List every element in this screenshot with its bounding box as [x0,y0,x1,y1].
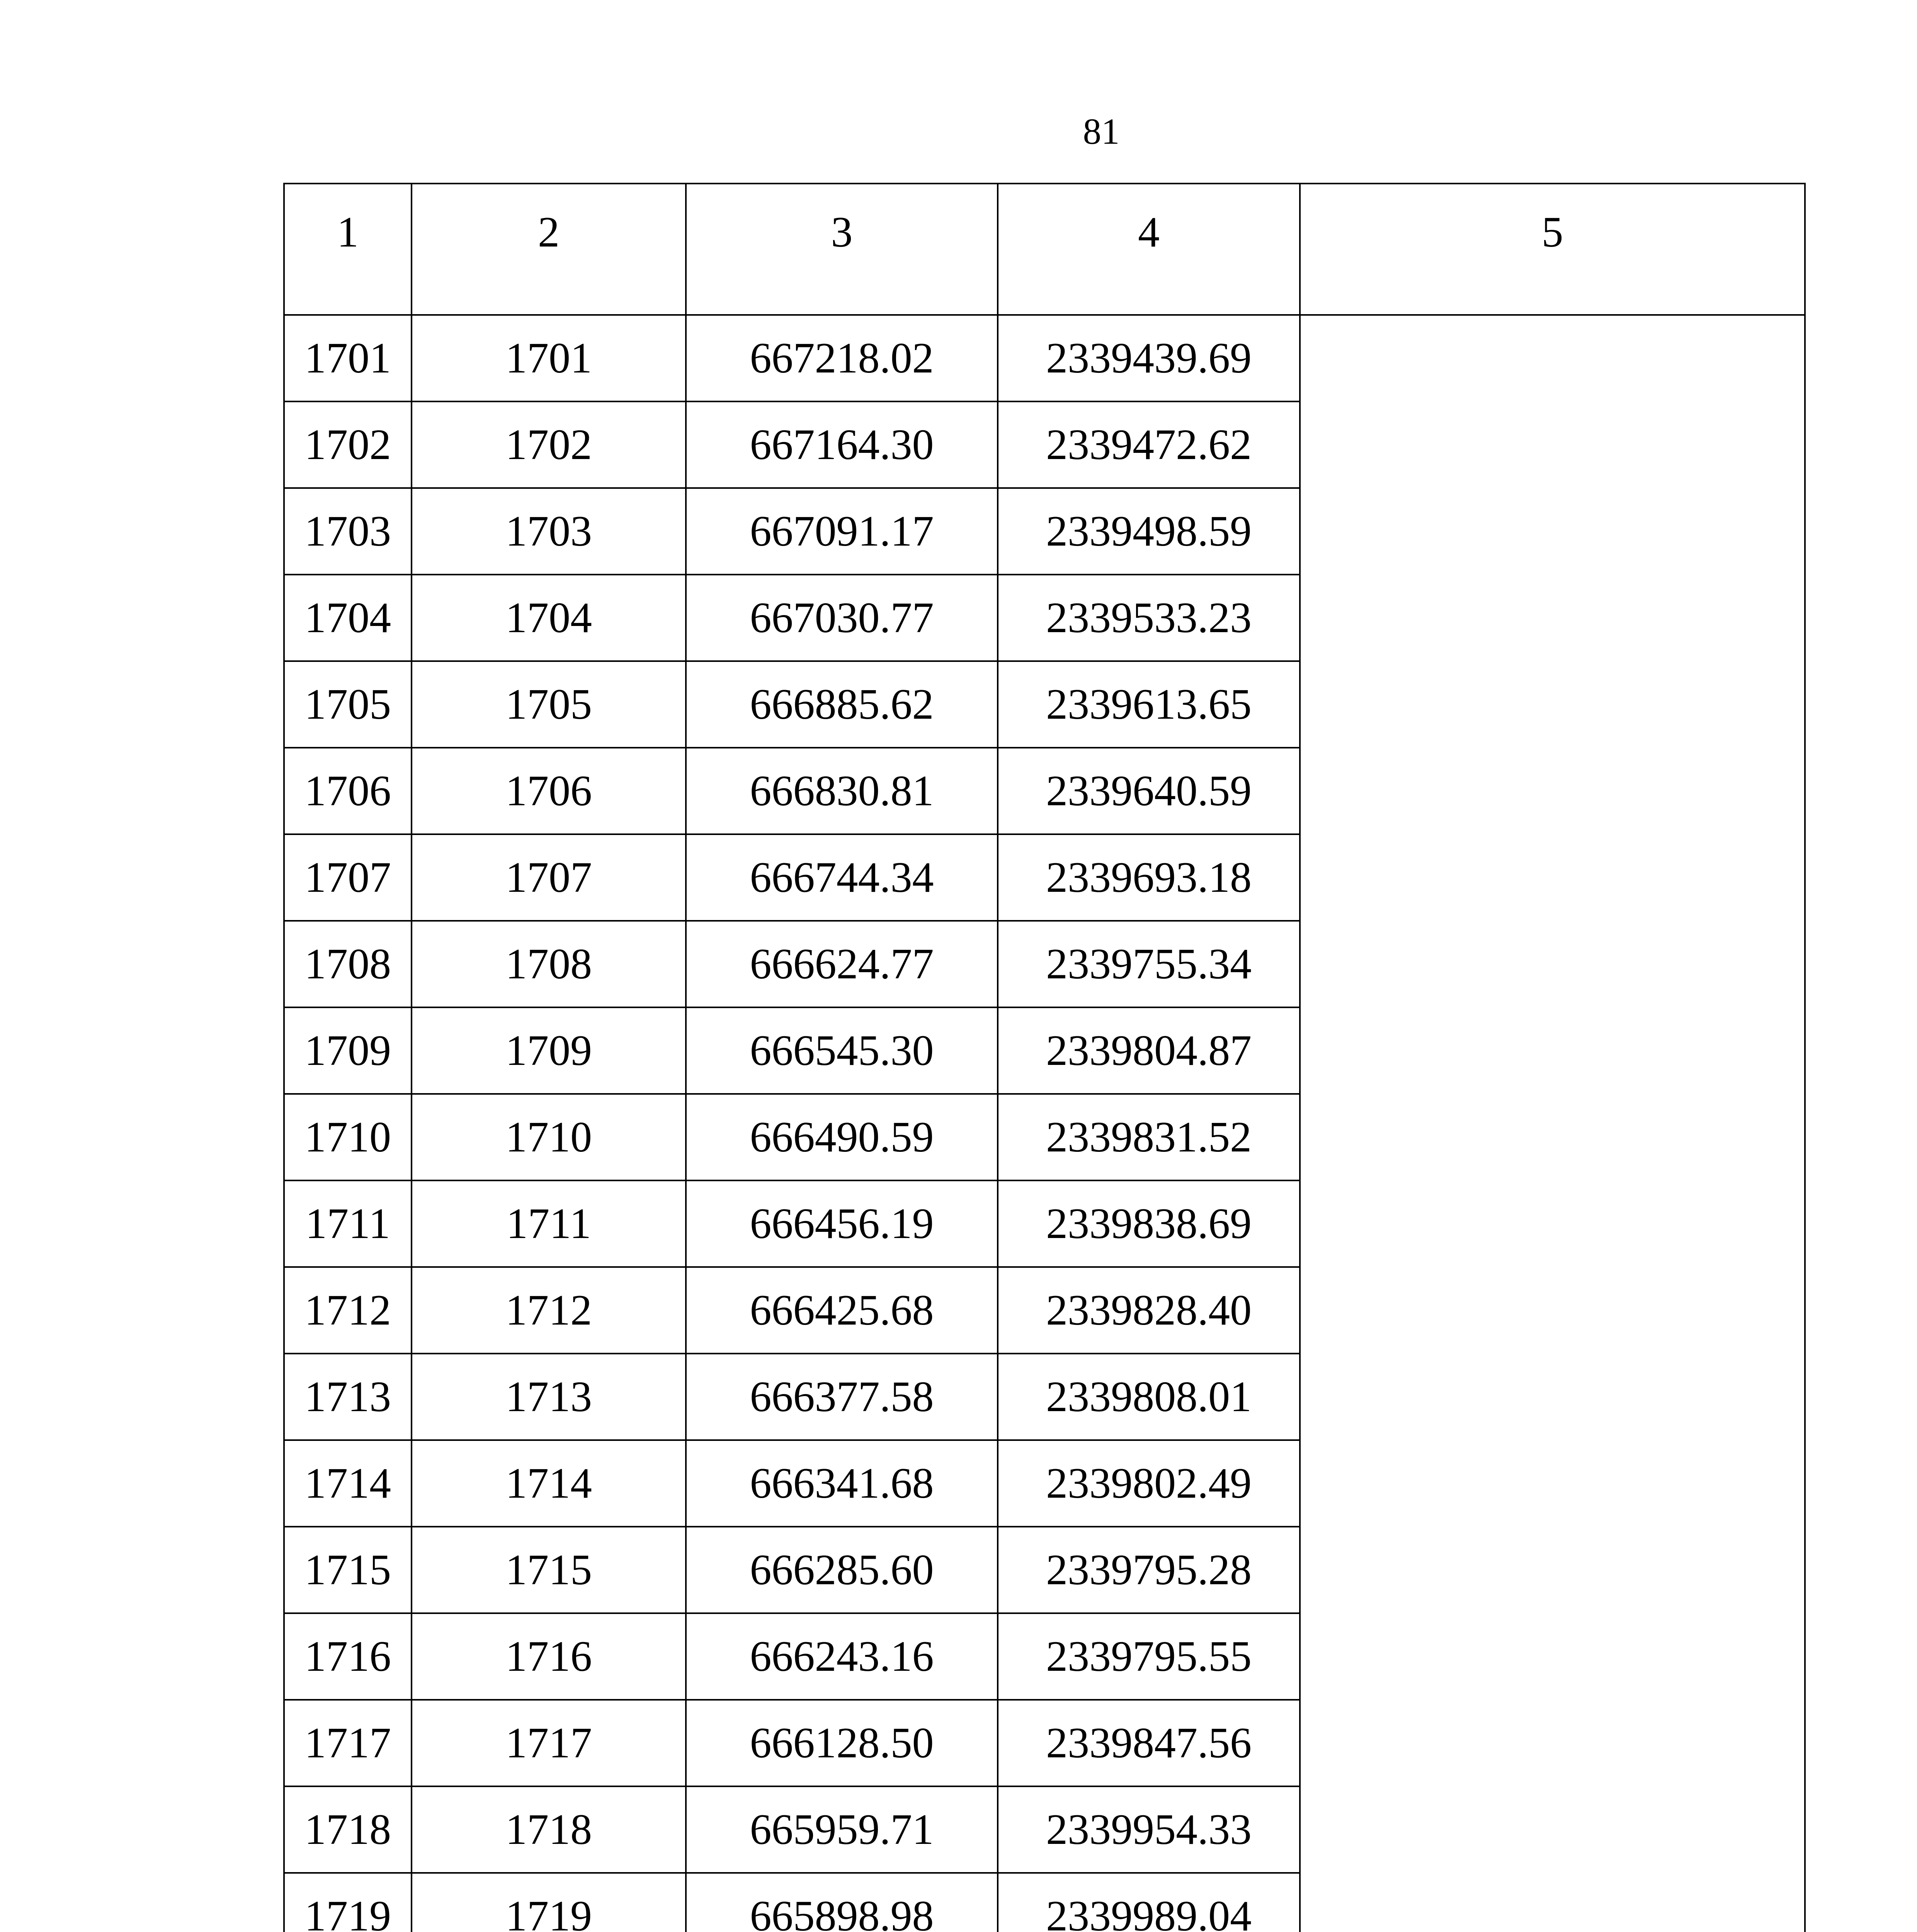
cell-point-id: 1712 [412,1267,686,1354]
cell-point-id: 1713 [412,1354,686,1440]
cell-point-id: 1716 [412,1613,686,1700]
header-col-2: 2 [412,184,686,315]
cell-point-number: 1718 [284,1786,412,1873]
cell-point-number: 1703 [284,488,412,575]
cell-y-coordinate: 2339808.01 [998,1354,1300,1440]
cell-y-coordinate: 2339795.55 [998,1613,1300,1700]
cell-point-id: 1706 [412,748,686,834]
header-col-4: 4 [998,184,1300,315]
cell-y-coordinate: 2339640.59 [998,748,1300,834]
cell-x-coordinate: 665898.98 [686,1873,998,1932]
cell-point-number: 1714 [284,1440,412,1527]
header-col-3: 3 [686,184,998,315]
cell-y-coordinate: 2339838.69 [998,1180,1300,1267]
cell-point-number: 1719 [284,1873,412,1932]
cell-x-coordinate: 666128.50 [686,1700,998,1786]
table-row [284,315,1805,401]
cell-y-coordinate: 2339755.34 [998,921,1300,1007]
table-body [284,315,1805,1932]
cell-point-id: 1718 [412,1786,686,1873]
header-col-1: 1 [284,184,412,315]
cell-point-id: 1708 [412,921,686,1007]
cell-point-id: 1709 [412,1007,686,1094]
cell-x-coordinate: 666830.81 [686,748,998,834]
cell-x-coordinate: 666545.30 [686,1007,998,1094]
cell-point-number: 1708 [284,921,412,1007]
cell-point-id: 1707 [412,834,686,921]
cell-y-coordinate: 2339613.65 [998,661,1300,748]
cell-y-coordinate: 2339831.52 [998,1094,1300,1180]
page-number: 81 [1083,111,1120,152]
cell-point-id: 1714 [412,1440,686,1527]
cell-point-id: 1705 [412,661,686,748]
cell-y-coordinate: 2339498.59 [998,488,1300,575]
coordinates-table [283,183,1806,1932]
cell-x-coordinate: 666341.68 [686,1440,998,1527]
cell-x-coordinate: 667164.30 [686,401,998,488]
cell-y-coordinate: 2339693.18 [998,834,1300,921]
cell-y-coordinate: 2339795.28 [998,1527,1300,1613]
cell-x-coordinate: 666885.62 [686,661,998,748]
cell-point-number: 1711 [284,1180,412,1267]
cell-point-number: 1702 [284,401,412,488]
cell-point-number: 1715 [284,1527,412,1613]
cell-point-number: 1710 [284,1094,412,1180]
cell-point-number: 1705 [284,661,412,748]
cell-point-number: 1713 [284,1354,412,1440]
header-col-5: 5 [1300,184,1805,315]
header-row [284,184,1805,315]
cell-x-coordinate: 666377.58 [686,1354,998,1440]
table-header [284,184,1805,315]
cell-x-coordinate: 665959.71 [686,1786,998,1873]
cell-y-coordinate: 2339802.49 [998,1440,1300,1527]
cell-point-number: 1704 [284,575,412,661]
cell-point-number: 1706 [284,748,412,834]
cell-point-number: 1701 [284,315,412,401]
cell-x-coordinate: 666425.68 [686,1267,998,1354]
cell-y-coordinate: 2339533.23 [998,575,1300,661]
cell-x-coordinate: 666624.77 [686,921,998,1007]
cell-y-coordinate: 2339472.62 [998,401,1300,488]
cell-y-coordinate: 2339439.69 [998,315,1300,401]
cell-point-id: 1711 [412,1180,686,1267]
cell-point-number: 1716 [284,1613,412,1700]
cell-point-id: 1704 [412,575,686,661]
cell-point-number: 1717 [284,1700,412,1786]
cell-x-coordinate: 666243.16 [686,1613,998,1700]
cell-point-number: 1707 [284,834,412,921]
cell-column-5-empty [1300,315,1805,1932]
cell-x-coordinate: 666490.59 [686,1094,998,1180]
cell-x-coordinate: 666285.60 [686,1527,998,1613]
cell-point-number: 1712 [284,1267,412,1354]
cell-point-id: 1702 [412,401,686,488]
cell-y-coordinate: 2339954.33 [998,1786,1300,1873]
cell-x-coordinate: 667030.77 [686,575,998,661]
cell-point-id: 1717 [412,1700,686,1786]
cell-y-coordinate: 2339989.04 [998,1873,1300,1932]
cell-point-id: 1710 [412,1094,686,1180]
cell-point-id: 1701 [412,315,686,401]
cell-y-coordinate: 2339804.87 [998,1007,1300,1094]
cell-y-coordinate: 2339828.40 [998,1267,1300,1354]
cell-x-coordinate: 667218.02 [686,315,998,401]
cell-x-coordinate: 666456.19 [686,1180,998,1267]
cell-y-coordinate: 2339847.56 [998,1700,1300,1786]
cell-x-coordinate: 666744.34 [686,834,998,921]
cell-x-coordinate: 667091.17 [686,488,998,575]
cell-point-id: 1719 [412,1873,686,1932]
cell-point-id: 1715 [412,1527,686,1613]
cell-point-number: 1709 [284,1007,412,1094]
cell-point-id: 1703 [412,488,686,575]
